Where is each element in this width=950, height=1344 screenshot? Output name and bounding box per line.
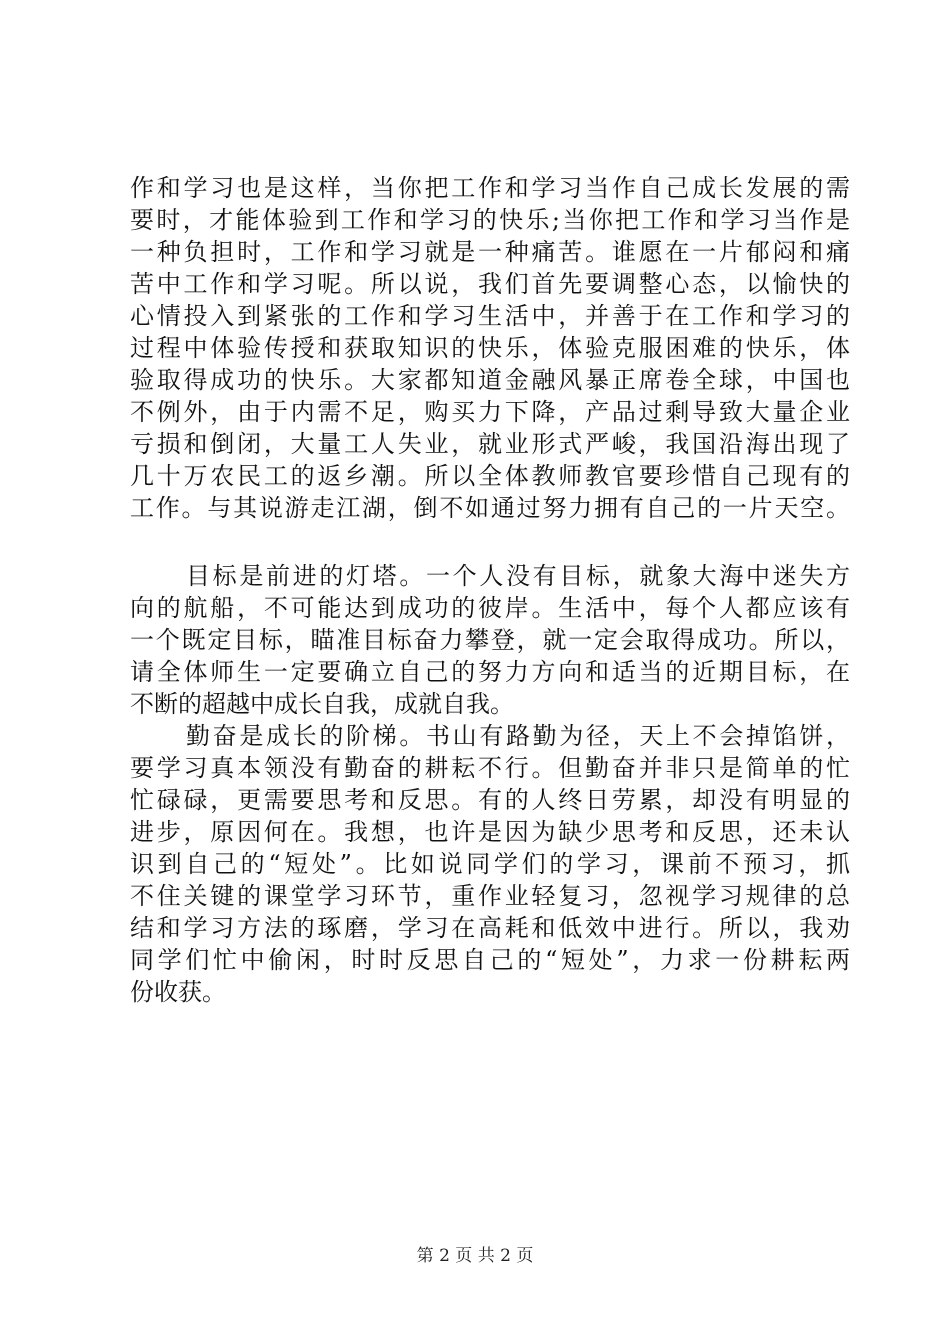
text-line: 勤奋是成长的阶梯。书山有路勤为径，天上不会掉馅饼， [186,722,850,750]
text-line: 请全体师生一定要确立自己的努力方向和适当的近期目标，在 [130,658,850,686]
page-number-footer: 第 2 页 共 2 页 [416,1246,534,1266]
text-line: 结和学习方法的琢磨，学习在高耗和低效中进行。所以，我劝 [130,914,850,942]
text-line: 要学习真本领没有勤奋的耕耘不行。但勤奋并非只是简单的忙 [130,754,850,782]
text-line: 心情投入到紧张的工作和学习生活中，并善于在工作和学习的 [130,302,850,330]
text-line: 验取得成功的快乐。大家都知道金融风暴正席卷全球，中国也 [130,366,850,394]
text-line: 作和学习也是这样，当你把工作和学习当作自己成长发展的需 [130,174,850,202]
text-line: 份收获。 [130,978,226,1006]
text-line: 一种负担时，工作和学习就是一种痛苦。谁愿在一片郁闷和痛 [130,238,850,266]
text-line: 不例外，由于内需不足，购买力下降，产品过剩导致大量企业 [130,398,850,426]
text-line: 目标是前进的灯塔。一个人没有目标，就象大海中迷失方 [186,562,850,590]
text-line: 过程中体验传授和获取知识的快乐，体验克服困难的快乐，体 [130,334,850,362]
text-line: 几十万农民工的返乡潮。所以全体教师教官要珍惜自己现有的 [130,462,850,490]
text-line: 亏损和倒闭，大量工人失业，就业形式严峻，我国沿海出现了 [130,430,850,458]
text-line: 同学们忙中偷闲，时时反思自己的“短处”，力求一份耕耘两 [130,946,850,974]
body-text [130,172,850,1008]
paragraph [130,172,850,524]
text-line: 不断的超越中成长自我，成就自我。 [130,690,514,718]
text-line: 向的航船，不可能达到成功的彼岸。生活中，每个人都应该有 [130,594,850,622]
text-line: 一个既定目标，瞄准目标奋力攀登，就一定会取得成功。所以， [130,626,850,654]
text-line: 要时，才能体验到工作和学习的快乐;当你把工作和学习当作是 [130,206,850,234]
text-line: 忙碌碌，更需要思考和反思。有的人终日劳累，却没有明显的 [130,786,850,814]
text-line: 进步，原因何在。我想，也许是因为缺少思考和反思，还未认 [130,818,850,846]
text-line: 苦中工作和学习呢。所以说，我们首先要调整心态，以愉快的 [130,270,850,298]
paragraph [130,560,850,720]
text-line: 工作。与其说游走江湖，倒不如通过努力拥有自己的一片天空。 [130,494,850,522]
text-line: 不住关键的课堂学习环节，重作业轻复习，忽视学习规律的总 [130,882,850,910]
paragraph [130,720,850,1008]
text-line: 识到自己的“短处”。比如说同学们的学习，课前不预习，抓 [130,850,850,878]
paragraph-spacer [130,524,850,560]
